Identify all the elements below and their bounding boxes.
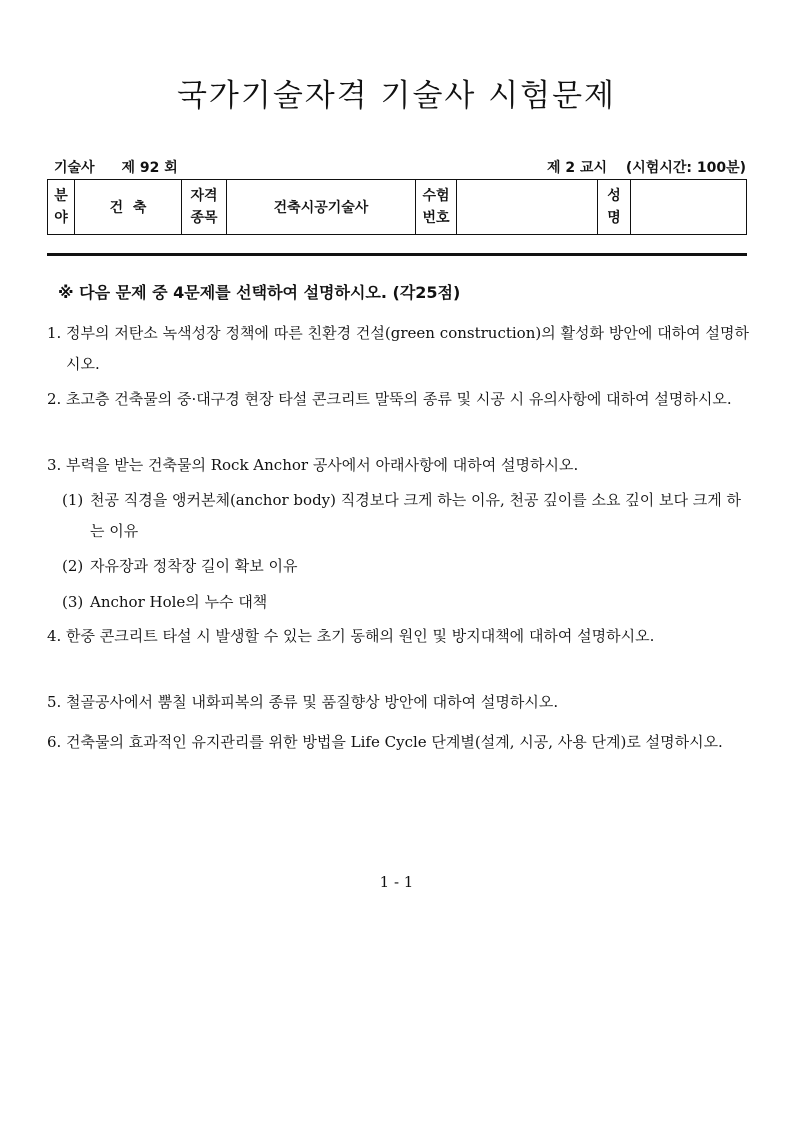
exam-round: 제 92 회 [121, 160, 178, 176]
exam-category: 기술사 [54, 160, 95, 176]
question-2 [47, 384, 749, 415]
question-6 [47, 727, 749, 758]
question-number: 1. [47, 324, 62, 342]
question-number: 4. [47, 627, 62, 645]
sub-question-text: 천공 직경을 앵커본체(anchor body) 직경보다 크게 하는 이유, 천공 깊이를 소요 깊이 보다 크게 하는 이유 [90, 491, 741, 540]
question-number: 6. [47, 733, 62, 751]
header-divider [47, 253, 747, 256]
sub-question-3-1 [62, 485, 752, 547]
question-number: 3. [47, 456, 62, 474]
sub-question-3-2 [62, 551, 752, 582]
question-text: 한중 콘크리트 타설 시 발생할 수 있는 초기 동해의 원인 및 방지대책에 대하여 설명하시오. [66, 627, 655, 645]
name-label-cell [598, 180, 631, 235]
sub-question-number: (1) [62, 491, 84, 509]
exam-info-table [47, 179, 747, 235]
question-4 [47, 621, 749, 652]
exam-round-info [54, 157, 200, 177]
name-label-line2: 명 [607, 210, 621, 226]
page-title: 국가기술자격 기술사 시험문제 [176, 78, 616, 114]
field-label-cell [48, 180, 75, 235]
question-5 [47, 687, 749, 718]
exam-number-label-line1: 수험 [422, 188, 450, 204]
qualification-label-line1: 자격 [190, 188, 218, 204]
qualification-label-cell [182, 180, 227, 235]
name-label-line1: 성 [607, 188, 621, 204]
field-label-line1: 분 [54, 188, 68, 204]
question-text: 부력을 받는 건축물의 Rock Anchor 공사에서 아래사항에 대하여 설명하시오. [66, 456, 579, 474]
exam-number-field[interactable] [457, 180, 598, 235]
question-text: 건축물의 효과적인 유지관리를 위한 방법을 Life Cycle 단계별(설계, 시공, 사용 단계)로 설명하시오. [66, 733, 723, 751]
sub-question-number: (3) [62, 593, 84, 611]
field-value: 건 축 [75, 180, 182, 235]
question-number: 2. [47, 390, 62, 408]
exam-session-info [533, 157, 746, 177]
question-1 [47, 318, 749, 380]
sub-question-3-3 [62, 587, 752, 618]
exam-time: (시험시간: 100분) [625, 160, 746, 176]
sub-question-number: (2) [62, 557, 84, 575]
exam-number-label-line2: 번호 [422, 210, 450, 226]
field-label-line2: 야 [54, 210, 68, 226]
question-number: 5. [47, 693, 62, 711]
question-text: 철골공사에서 뿜칠 내화피복의 종류 및 품질향상 방안에 대하여 설명하시오. [66, 693, 559, 711]
name-field[interactable] [631, 180, 747, 235]
sub-question-text: 자유장과 정착장 길이 확보 이유 [90, 557, 298, 575]
page-number: 1 - 1 [379, 873, 414, 891]
question-text: 초고층 건축물의 중·대구경 현장 타설 콘크리트 말뚝의 종류 및 시공 시 유의사항에 대하여 설명하시오. [66, 390, 732, 408]
sub-question-text: Anchor Hole의 누수 대책 [90, 593, 268, 611]
exam-number-label-cell [416, 180, 457, 235]
qualification-value: 건축시공기술사 [227, 180, 416, 235]
question-3 [47, 450, 749, 481]
exam-session: 제 2 교시 [546, 160, 607, 176]
question-text: 정부의 저탄소 녹색성장 정책에 따른 친환경 건설(green construction)의 활성화 방안에 대하여 설명하시오. [66, 324, 749, 373]
qualification-label-line2: 종목 [190, 210, 218, 226]
instruction-text: ※ 다음 문제 중 4문제를 선택하여 설명하시오. (각25점) [58, 283, 461, 302]
